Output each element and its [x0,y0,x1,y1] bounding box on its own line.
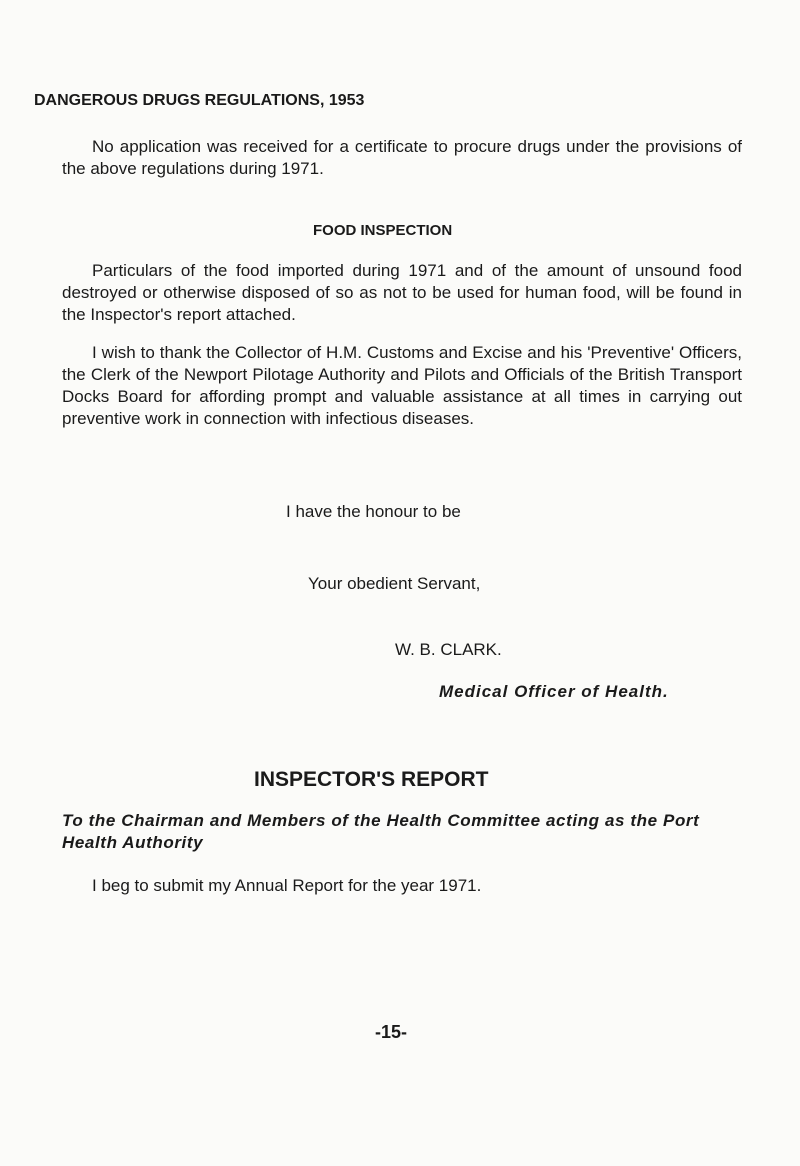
signature-title: Medical Officer of Health. [439,682,669,701]
closing-honour: I have the honour to be [286,502,461,521]
address-line: To the Chairman and Members of the Health Committee acting as the Port Health Authority [62,811,700,852]
heading-food-inspection: FOOD INSPECTION [313,222,453,239]
page-number: -15- [375,1022,408,1042]
closing-servant: Your obedient Servant, [308,574,481,593]
paragraph-drugs: No application was received for a certificate to procure drugs under the provisions of the above regulations during 1971. [62,137,742,178]
paragraph-submit: I beg to submit my Annual Report for the year 1971. [92,876,482,895]
heading-inspector-report: INSPECTOR'S REPORT [254,768,489,791]
paragraph-food: Particulars of the food imported during 1971 and of the amount of unsound food destroyed or otherwise disposed of so as not to be used for human food, will be found in the Inspector's report attached. [62,261,742,324]
paragraph-thanks: I wish to thank the Collector of H.M. Customs and Excise and his 'Preventive' Officers, the Clerk of the Newport Pilotage Authority and Pilots and Officials of the British Transport Docks Board for affording prompt and valuable assistance at all times in carrying out preventive work in connection with infectious diseases. [62,343,742,428]
heading-dangerous-drugs: DANGEROUS DRUGS REGULATIONS, 1953 [34,92,365,109]
signature-name: W. B. CLARK. [395,640,502,659]
